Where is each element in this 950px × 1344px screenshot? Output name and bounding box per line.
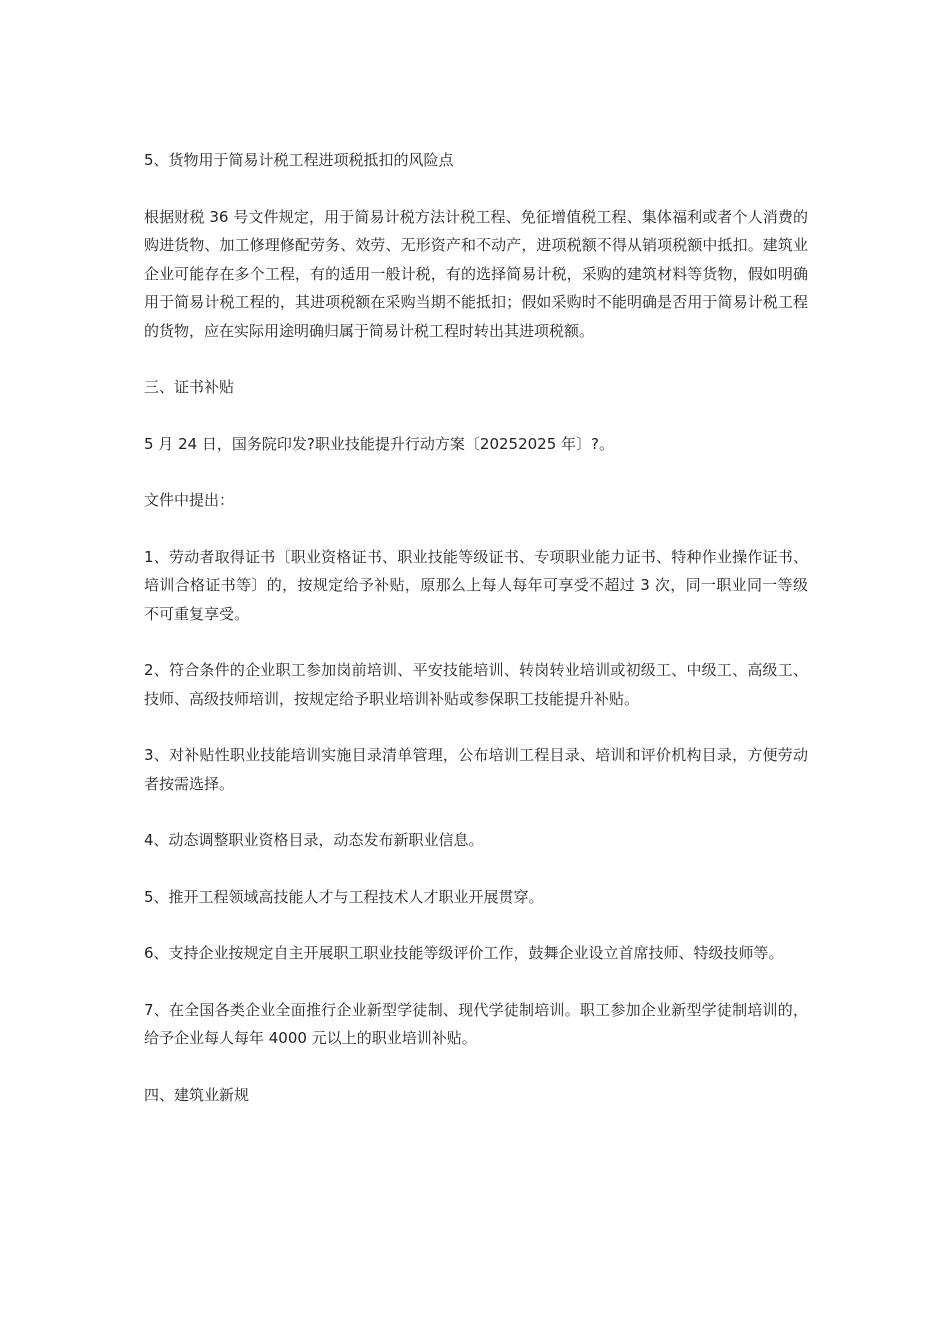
- list-item-6: 6、支持企业按规定自主开展职工职业技能等级评价工作，鼓舞企业设立首席技师、特级技师等。: [144, 944, 784, 962]
- paragraph-document-proposes: 文件中提出：: [144, 491, 235, 509]
- section-heading-construction-rules: 四、建筑业新规: [144, 1085, 250, 1104]
- paragraph-tax-rules: 根据财税 36 号文件规定，用于简易计税方法计税工程、免征增值税工程、集体福利或者个人消费的购进货物、加工修理修配劳务、效劳、无形资产和不动产，进项税额不得从销项税额中抵扣。建筑业企业可能存在多个工程，有的适用一般计税，有的选择简易计税，采购的建筑材料等货物，假如明确用于简易计税工程的，其进项税额在采购当期不能抵扣；假如采购时不能明确是否用于简易计税工程的货物，应在实际用途明确归属于简易计税工程时转出其进项税额。: [144, 207, 808, 340]
- document-body: [144, 146, 808, 1109]
- paragraph-state-council-plan: 5 月 24 日，国务院印发?职业技能提升行动方案〔20252025 年〕?。: [144, 434, 614, 453]
- list-item-1: 1、劳动者取得证书〔职业资格证书、职业技能等级证书、专项职业能力证书、特种作业操作证书、培训合格证书等〕的，按规定给予补贴，原那么上每人每年可享受不超过 3 次，同一职业同一等级不可重复享受。: [144, 547, 808, 623]
- list-item-3: 3、对补贴性职业技能培训实施目录清单管理，公布培训工程目录、培训和评价机构目录，方便劳动者按需选择。: [144, 746, 808, 793]
- list-item-4: 4、动态调整职业资格目录，动态发布新职业信息。: [144, 831, 484, 849]
- list-item-5: 5、推开工程领域高技能人才与工程技术人才职业开展贯穿。: [144, 887, 544, 906]
- list-item-7: 7、在全国各类企业全面推行企业新型学徒制、现代学徒制培训。职工参加企业新型学徒制培训的，给予企业每人每年 4000 元以上的职业培训补贴。: [144, 1000, 808, 1047]
- section-heading-certificate-subsidy: 三、证书补贴: [144, 378, 235, 396]
- list-item-2: 2、符合条件的企业职工参加岗前培训、平安技能培训、转岗转业培训或初级工、中级工、高级工、技师、高级技师培训，按规定给予职业培训补贴或参保职工技能提升补贴。: [144, 661, 808, 708]
- section-heading-goods-risk: 5、货物用于简易计税工程进项税抵扣的风险点: [144, 151, 454, 169]
